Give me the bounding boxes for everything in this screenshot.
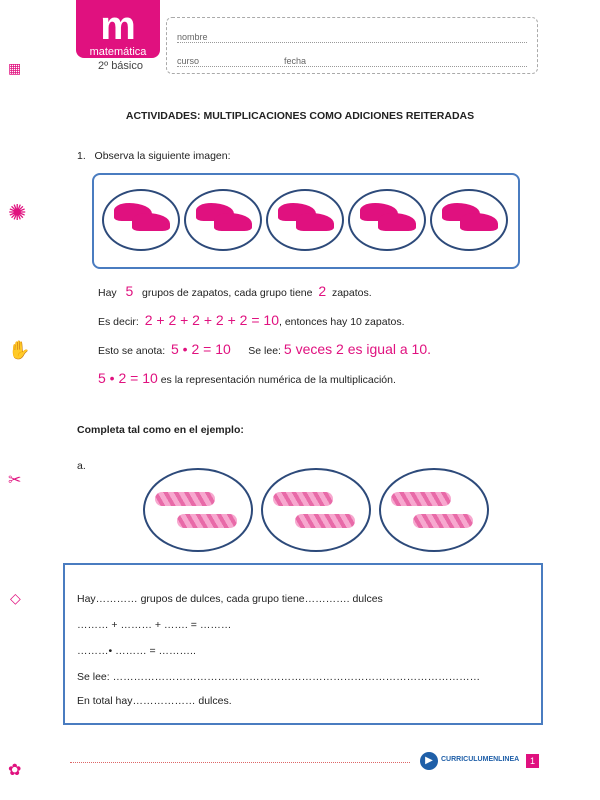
complete-instruction: Completa tal como en el ejemplo: — [77, 424, 244, 436]
answer-line[interactable]: ………• ……… = ……….. — [77, 645, 196, 657]
student-info-box — [166, 17, 538, 74]
brand-play-icon: ▶ — [420, 752, 438, 770]
shoe-icon — [378, 213, 416, 231]
page-title: ACTIVIDADES: MULTIPLICACIONES COMO ADICIONES REITERADAS — [125, 110, 475, 122]
name-field[interactable] — [177, 32, 527, 43]
shoe-group — [266, 189, 344, 251]
shoe-icon — [296, 213, 334, 231]
candy-icon — [391, 492, 451, 506]
candy-group — [379, 468, 489, 552]
candy-icon — [155, 492, 215, 506]
q1-line2: Es decir: 2 + 2 + 2 + 2 + 2 = 10, entonces hay 10 zapatos. — [98, 312, 405, 328]
answer-line[interactable]: ……… + ……… + ……. = ……… — [77, 619, 232, 631]
shoe-icon — [132, 213, 170, 231]
page-number: 1 — [526, 754, 539, 768]
footer-divider — [70, 762, 410, 763]
candy-icon — [177, 514, 237, 528]
candy-icon — [273, 492, 333, 506]
candy-icon — [295, 514, 355, 528]
answer-box[interactable] — [63, 563, 543, 725]
answer-line[interactable]: Hay………… grupos de dulces, cada grupo tiene…………. dulces — [77, 593, 383, 605]
q1-line3: Esto se anota: 5 • 2 = 10 Se lee: 5 veces 2 es igual a 10. — [98, 341, 432, 357]
shoe-icon — [214, 213, 252, 231]
q1-line1: Hay 5 grupos de zapatos, cada grupo tiene 2 zapatos. — [98, 283, 372, 299]
candy-group — [261, 468, 371, 552]
footer-brand: CURRICULUMENLINEA — [441, 756, 520, 763]
answer-line[interactable]: Se lee: …………………………………………………………………………………………… — [77, 671, 481, 683]
decor-icon: ◇ — [10, 590, 21, 606]
date-label: fecha — [284, 56, 307, 66]
shoes-image — [92, 173, 520, 269]
shoe-group — [102, 189, 180, 251]
decor-hand-icon: ✋ — [8, 340, 31, 360]
decor-icon: ✿ — [8, 762, 22, 779]
candy-group — [143, 468, 253, 552]
grade-label: 2º básico — [98, 60, 143, 72]
decor-icon: ✂ — [8, 472, 22, 489]
shoe-group — [430, 189, 508, 251]
decor-wheel-icon: ✺ — [8, 200, 27, 225]
answer-line[interactable]: En total hay……………… dulces. — [77, 695, 232, 707]
subject-logo — [76, 0, 160, 58]
logo-letter: m — [100, 4, 136, 48]
candies-image — [140, 468, 500, 552]
name-label: nombre — [177, 32, 208, 42]
q1-line4: 5 • 2 = 10 es la representación numérica de la multiplicación. — [98, 370, 396, 386]
shoe-icon — [460, 213, 498, 231]
candy-icon — [413, 514, 473, 528]
shoe-group — [348, 189, 426, 251]
course-field[interactable] — [177, 56, 527, 67]
shoe-group — [184, 189, 262, 251]
course-label: curso — [177, 56, 200, 66]
logo-subject: matemática — [89, 46, 147, 58]
decor-icon: ▦ — [8, 60, 22, 76]
q1-instruction: 1. Observa la siguiente imagen: — [77, 150, 231, 162]
item-label: a. — [77, 460, 86, 472]
